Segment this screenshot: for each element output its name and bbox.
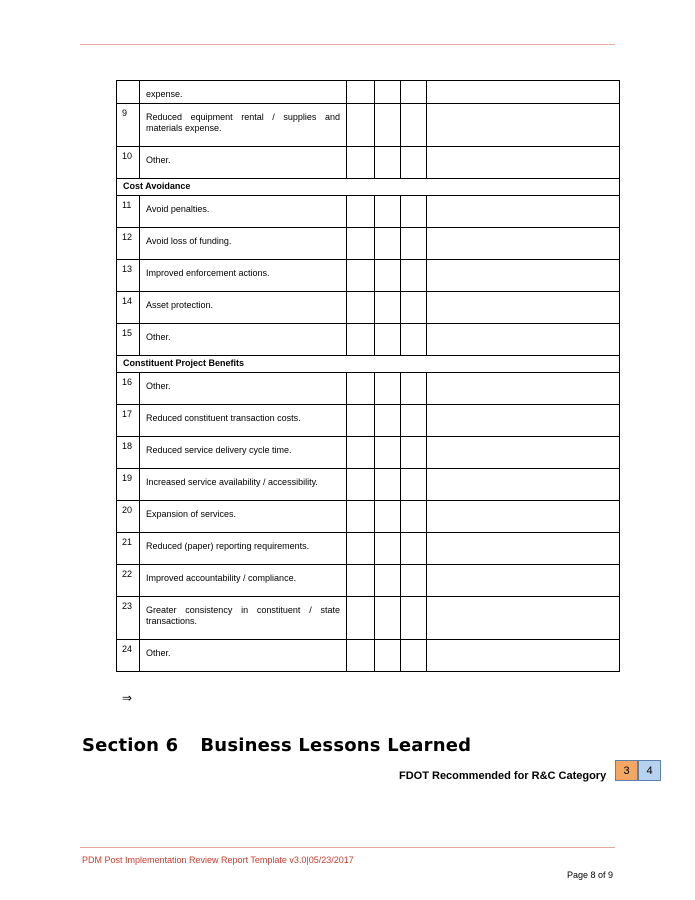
rating-cell-4 bbox=[427, 597, 620, 640]
table-row bbox=[117, 565, 620, 597]
row-description-text: Reduced (paper) reporting requirements. bbox=[146, 541, 310, 551]
row-number bbox=[117, 405, 140, 437]
row-description bbox=[140, 104, 347, 147]
rating-cell-4 bbox=[427, 292, 620, 324]
section-number: Section 6 bbox=[82, 735, 179, 756]
rating-cell-4 bbox=[427, 81, 620, 104]
row-description-text: Other. bbox=[146, 155, 171, 165]
rating-cell-4 bbox=[427, 104, 620, 147]
rating-cell-1 bbox=[347, 437, 375, 469]
rating-cell-2 bbox=[375, 597, 401, 640]
category-box-3: 3 bbox=[615, 760, 638, 781]
row-number bbox=[117, 533, 140, 565]
table-row bbox=[117, 597, 620, 640]
row-number-text: 12 bbox=[122, 232, 133, 242]
table-row bbox=[117, 437, 620, 469]
row-number-text: 15 bbox=[122, 328, 133, 338]
benefits-table bbox=[116, 80, 620, 672]
footer-rule bbox=[80, 847, 615, 848]
table-row bbox=[117, 292, 620, 324]
arrow-symbol: ⇒ bbox=[122, 691, 133, 705]
row-number-text: 9 bbox=[122, 108, 128, 118]
table-row bbox=[117, 324, 620, 356]
rating-cell-2 bbox=[375, 373, 401, 405]
row-number bbox=[117, 324, 140, 356]
row-description-text: Other. bbox=[146, 332, 171, 342]
table-row bbox=[117, 373, 620, 405]
row-number bbox=[117, 228, 140, 260]
rating-cell-1 bbox=[347, 81, 375, 104]
rating-cell-2 bbox=[375, 228, 401, 260]
table-row bbox=[117, 147, 620, 179]
section-title: Business Lessons Learned bbox=[200, 735, 472, 756]
row-description-text: Reduced service delivery cycle time. bbox=[146, 445, 292, 455]
rating-cell-1 bbox=[347, 228, 375, 260]
rating-cell-3 bbox=[401, 640, 427, 672]
table-row bbox=[117, 104, 620, 147]
rating-cell-3 bbox=[401, 597, 427, 640]
row-description bbox=[140, 324, 347, 356]
rating-cell-2 bbox=[375, 405, 401, 437]
row-description bbox=[140, 405, 347, 437]
row-description bbox=[140, 597, 347, 640]
rating-cell-3 bbox=[401, 228, 427, 260]
row-number bbox=[117, 501, 140, 533]
rating-cell-1 bbox=[347, 533, 375, 565]
rating-cell-3 bbox=[401, 104, 427, 147]
category-box-4: 4 bbox=[638, 760, 661, 781]
row-number-text: 22 bbox=[122, 569, 133, 579]
rating-cell-2 bbox=[375, 81, 401, 104]
row-number-text: 19 bbox=[122, 473, 133, 483]
row-number bbox=[117, 437, 140, 469]
row-description bbox=[140, 501, 347, 533]
rating-cell-4 bbox=[427, 324, 620, 356]
rating-cell-4 bbox=[427, 469, 620, 501]
fdot-category-label: FDOT Recommended for R&C Category bbox=[399, 770, 607, 782]
row-description bbox=[140, 81, 347, 104]
table-row bbox=[117, 81, 620, 104]
rating-cell-2 bbox=[375, 324, 401, 356]
rating-cell-1 bbox=[347, 565, 375, 597]
rating-cell-1 bbox=[347, 147, 375, 179]
row-number-text: 11 bbox=[122, 200, 132, 210]
row-number bbox=[117, 260, 140, 292]
row-description bbox=[140, 437, 347, 469]
row-description-text: Reduced constituent transaction costs. bbox=[146, 413, 301, 423]
row-description-text: Asset protection. bbox=[146, 300, 214, 310]
row-number bbox=[117, 373, 140, 405]
row-description bbox=[140, 469, 347, 501]
rating-cell-3 bbox=[401, 147, 427, 179]
rating-cell-1 bbox=[347, 292, 375, 324]
row-description-text: Avoid penalties. bbox=[146, 204, 210, 214]
table-row bbox=[117, 196, 620, 228]
row-description-text: Reduced equipment rental / supplies and materials expense. bbox=[146, 112, 340, 133]
row-number-text: 24 bbox=[122, 644, 133, 654]
rating-cell-1 bbox=[347, 196, 375, 228]
rating-cell-2 bbox=[375, 147, 401, 179]
table-row bbox=[117, 405, 620, 437]
table-row bbox=[117, 260, 620, 292]
rating-cell-3 bbox=[401, 81, 427, 104]
rating-cell-1 bbox=[347, 640, 375, 672]
rating-cell-3 bbox=[401, 437, 427, 469]
row-number-text bbox=[117, 81, 139, 85]
table-category-row bbox=[117, 179, 620, 196]
rating-cell-1 bbox=[347, 373, 375, 405]
rating-cell-3 bbox=[401, 533, 427, 565]
page-number: Page 8 of 9 bbox=[567, 870, 614, 880]
rating-cell-2 bbox=[375, 565, 401, 597]
row-number-text: 13 bbox=[122, 264, 133, 274]
row-description-text: expense. bbox=[146, 89, 183, 99]
rating-cell-4 bbox=[427, 565, 620, 597]
rating-cell-3 bbox=[401, 565, 427, 597]
row-description-text: Avoid loss of funding. bbox=[146, 236, 232, 246]
rating-cell-3 bbox=[401, 373, 427, 405]
category-label: Cost Avoidance bbox=[117, 179, 620, 196]
row-description bbox=[140, 260, 347, 292]
row-number-text: 23 bbox=[122, 601, 133, 611]
rating-cell-4 bbox=[427, 533, 620, 565]
row-description-text: Other. bbox=[146, 381, 171, 391]
rating-cell-3 bbox=[401, 260, 427, 292]
row-number bbox=[117, 147, 140, 179]
rating-cell-4 bbox=[427, 260, 620, 292]
row-description-text: Increased service availability / accessibility. bbox=[146, 477, 318, 487]
row-description bbox=[140, 565, 347, 597]
row-description-text: Improved enforcement actions. bbox=[146, 268, 270, 278]
rating-cell-1 bbox=[347, 104, 375, 147]
category-label: Constituent Project Benefits bbox=[117, 356, 620, 373]
row-number bbox=[117, 469, 140, 501]
rating-cell-4 bbox=[427, 437, 620, 469]
rating-cell-3 bbox=[401, 469, 427, 501]
row-description bbox=[140, 228, 347, 260]
row-number-text: 17 bbox=[122, 409, 133, 419]
row-description bbox=[140, 533, 347, 565]
rating-cell-4 bbox=[427, 373, 620, 405]
rating-cell-4 bbox=[427, 501, 620, 533]
row-description bbox=[140, 640, 347, 672]
row-number-text: 14 bbox=[122, 296, 133, 306]
rating-cell-4 bbox=[427, 405, 620, 437]
row-number-text: 18 bbox=[122, 441, 133, 451]
table-row bbox=[117, 640, 620, 672]
rating-cell-1 bbox=[347, 405, 375, 437]
row-description-text: Improved accountability / compliance. bbox=[146, 573, 297, 583]
header-rule bbox=[80, 44, 615, 45]
row-description bbox=[140, 373, 347, 405]
rating-cell-3 bbox=[401, 196, 427, 228]
rating-cell-3 bbox=[401, 324, 427, 356]
row-number bbox=[117, 640, 140, 672]
rating-cell-2 bbox=[375, 469, 401, 501]
rating-cell-1 bbox=[347, 597, 375, 640]
row-description-text: Other. bbox=[146, 648, 171, 658]
rating-cell-2 bbox=[375, 292, 401, 324]
rating-cell-2 bbox=[375, 501, 401, 533]
row-description-text: Expansion of services. bbox=[146, 509, 237, 519]
row-description-text: Greater consistency in constituent / state transactions. bbox=[146, 605, 340, 626]
rating-cell-1 bbox=[347, 260, 375, 292]
row-number bbox=[117, 81, 140, 104]
rating-cell-1 bbox=[347, 501, 375, 533]
rating-cell-2 bbox=[375, 640, 401, 672]
section-heading bbox=[82, 735, 471, 756]
rating-cell-4 bbox=[427, 196, 620, 228]
row-description bbox=[140, 196, 347, 228]
rating-cell-3 bbox=[401, 405, 427, 437]
row-number bbox=[117, 565, 140, 597]
rating-cell-4 bbox=[427, 640, 620, 672]
row-description bbox=[140, 292, 347, 324]
row-number-text: 21 bbox=[122, 537, 133, 547]
row-number bbox=[117, 196, 140, 228]
row-number-text: 16 bbox=[122, 377, 133, 387]
rating-cell-4 bbox=[427, 147, 620, 179]
rating-cell-2 bbox=[375, 260, 401, 292]
row-number-text: 10 bbox=[122, 151, 133, 161]
rating-cell-3 bbox=[401, 292, 427, 324]
table-category-row bbox=[117, 356, 620, 373]
row-number bbox=[117, 292, 140, 324]
rating-cell-3 bbox=[401, 501, 427, 533]
rating-cell-1 bbox=[347, 324, 375, 356]
row-description bbox=[140, 147, 347, 179]
row-number-text: 20 bbox=[122, 505, 133, 515]
table-row bbox=[117, 228, 620, 260]
table-row bbox=[117, 533, 620, 565]
table-row bbox=[117, 501, 620, 533]
row-number bbox=[117, 597, 140, 640]
rating-cell-2 bbox=[375, 437, 401, 469]
rating-cell-1 bbox=[347, 469, 375, 501]
table-row bbox=[117, 469, 620, 501]
rating-cell-4 bbox=[427, 228, 620, 260]
row-number bbox=[117, 104, 140, 147]
rating-cell-2 bbox=[375, 196, 401, 228]
rating-cell-2 bbox=[375, 533, 401, 565]
rating-cell-2 bbox=[375, 104, 401, 147]
footer-template-info: PDM Post Implementation Review Report Template v3.0|05/23/2017 bbox=[82, 855, 354, 865]
